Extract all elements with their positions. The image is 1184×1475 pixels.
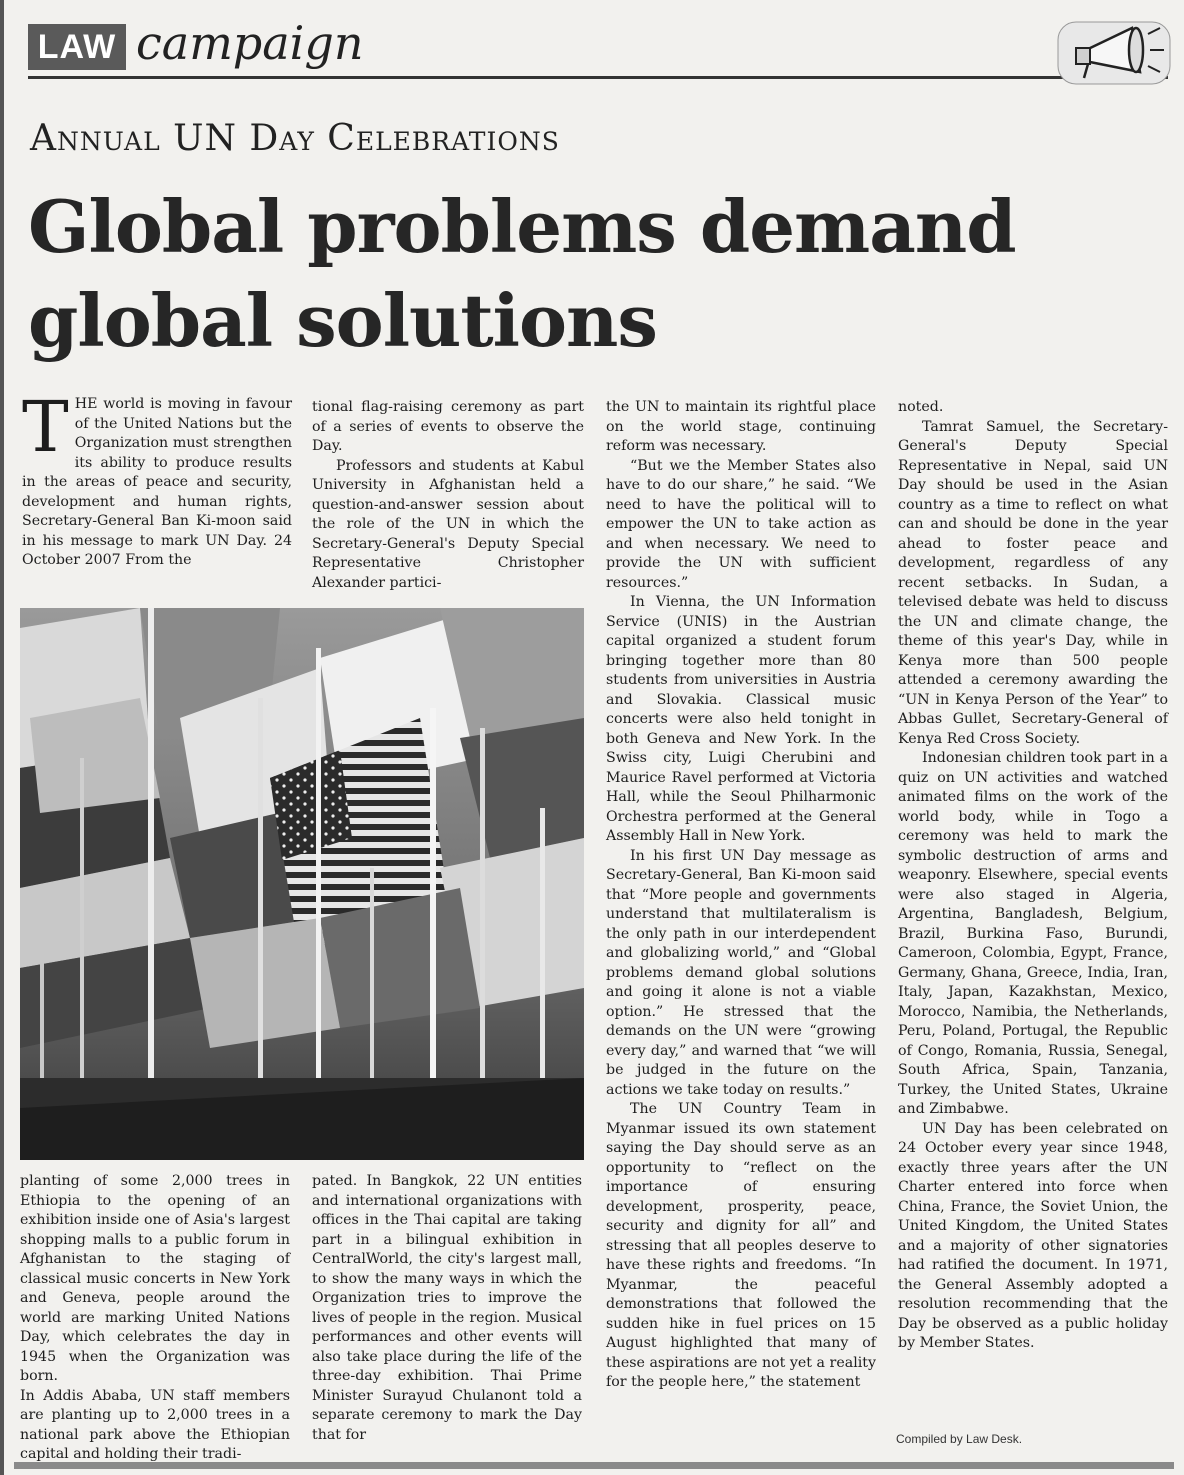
column-2-top: [312, 398, 584, 598]
paragraph: The UN Country Team in Myanmar issued its own statement saying the Day should serve as an opportunity to “reflect on the importance of ensuring development, prosperity, peace, security and dignity for all” and stressing that all peoples deserve to have these rights and freedoms. “In Myanmar, the peaceful demonstrations that followed the sudden hike in fuel prices on 15 August highlighted that many of these aspirations are not yet a reality for the people here,” the statement: [606, 1101, 876, 1390]
paragraph: pated. In Bangkok, 22 UN entities and international organizations with offices in the Thai capital are taking part in a bilingual exhibition in CentralWorld, the city's largest mall, to show the many ways in which the Organization tries to improve the lives of people in the region. Musical performances and other events will also take place during the life of the three-day exhibition. Thai Prime Minister Surayud Chulanont told a separate ceremony to mark the Day that for: [312, 1173, 582, 1443]
paragraph: In Addis Ababa, UN staff members are planting up to 2,000 trees in a national park above the Ethiopian capital and holding their tradi-: [20, 1387, 290, 1462]
paragraph: UN Day has been celebrated on 24 October every year since 1948, exactly three years after the UN Charter entered into force when China, France, the Soviet Union, the United Kingdom, the United States and a majority of other signatories had ratified the document. In 1971, the General Assembly adopted a resolution recommending that the Day be observed as a public holiday by Member States.: [898, 1120, 1168, 1351]
megaphone-icon: [1048, 14, 1178, 92]
paragraph: In his first UN Day message as Secretary-General, Ban Ki-moon said that “More people and governments understand that multilateralism is the only path in our interdependent and globalizing world,” and “Global problems demand global solutions and going it alone is not a viable option.” He stressed that the demands on the UN were “growing every day,” and warned that “we will be judged in the future on the actions we take today on results.”: [606, 847, 876, 1098]
masthead-rule: [28, 76, 1168, 79]
headline: Global problems demand global solutions: [28, 184, 1016, 363]
flags-photo: [20, 608, 584, 1160]
column-1-bottom: [20, 1172, 290, 1462]
paragraph: Indonesian children took part in a quiz on UN activities and watched animated films on the work of the world body, while in Togo a ceremony was held to mark the symbolic destruction of arms and weaponry. Elsewhere, special events were also staged in Algeria, Argentina, Bangladesh, Belgium, Brazil, Burkina Faso, Burundi, Cameroon, Colombia, Egypt, France, Germany, Ghana, Greece, India, Iran, Italy, Japan, Kazakhstan, Mexico, Morocco, Namibia, the Netherlands, Peru, Poland, Portugal, the Republic of Congo, Romania, Russia, Senegal, South Africa, Spain, Tanzania, Turkey, the United States, Ukraine and Zimbabwe.: [898, 750, 1168, 1117]
bottom-rule: [14, 1462, 1174, 1469]
section-title: campaign: [136, 16, 364, 70]
column-1-top: [22, 386, 292, 597]
paragraph: In Vienna, the UN Information Service (UNIS) in the Austrian capital organized a student forum bringing together more than 80 students from universities in Austria and Slovakia. Classical music concerts were also held tonight in both Geneva and New York. In the Swiss city, Luigi Cherubini and Maurice Ravel performed at Victoria Hall, while the Seoul Philharmonic Orchestra performed at the General Assembly Hall in New York.: [606, 594, 876, 844]
flags-illustration: [20, 608, 584, 1160]
paragraph: Professors and students at Kabul University in Afghanistan held a question-and-answer session about the role of the UN in which the Secretary-General's Deputy Special Representative Christopher Alexander partici-: [312, 457, 584, 591]
paragraph: the UN to maintain its rightful place on the world stage, continuing reform was necessary.: [606, 399, 876, 454]
masthead: [18, 14, 1168, 74]
column-3: [606, 398, 876, 1448]
column-2-bottom: [312, 1172, 582, 1443]
paragraph: Tamrat Samuel, the Secretary-General's Deputy Special Representative in Nepal, said UN Day should be used in the Asian country as a time to reflect on what can and should be done in the year ahead to foster peace and development, regardless of any recent setbacks. In Sudan, a televised debate was held to discuss the UN and climate change, the theme of this year's Day, while in Kenya more than 500 people attended a ceremony awarding the “UN in Kenya Person of the Year” to Abbas Gullet, Secretary-General of Kenya Red Cross Society.: [898, 418, 1168, 747]
paragraph: “But we the Member States also have to do our share,” he said. “We need to have the political will to empower the UN to take action as and when necessary. We need to provide the UN with sufficient resources.”: [606, 457, 876, 591]
paragraph: planting of some 2,000 trees in Ethiopia to the opening of an exhibition inside one of Asia's largest shopping malls to a public forum in Afghanistan to the staging of classical music concerts in New York and Geneva, people around the world are marking United Nations Day, which celebrates the day in 1945 when the Organization was born.: [20, 1173, 290, 1384]
lead-text: HE world is moving in favour of the United Nations but the Organization must strengthen its ability to produce results in the areas of peace and security, development and human rights, Secretary-General Ban Ki-moon said in his message to mark UN Day. 24 October 2007 From the: [22, 396, 292, 568]
credit-line: Compiled by Law Desk.: [896, 1432, 1023, 1446]
paragraph: tional flag-raising ceremony as part of a series of events to observe the Day.: [312, 399, 584, 454]
column-4: [898, 398, 1168, 1418]
section-label: LAW: [28, 24, 126, 70]
drop-cap: T: [22, 386, 69, 468]
kicker: Annual UN Day Celebrations: [30, 118, 560, 159]
paragraph: noted.: [898, 399, 944, 415]
